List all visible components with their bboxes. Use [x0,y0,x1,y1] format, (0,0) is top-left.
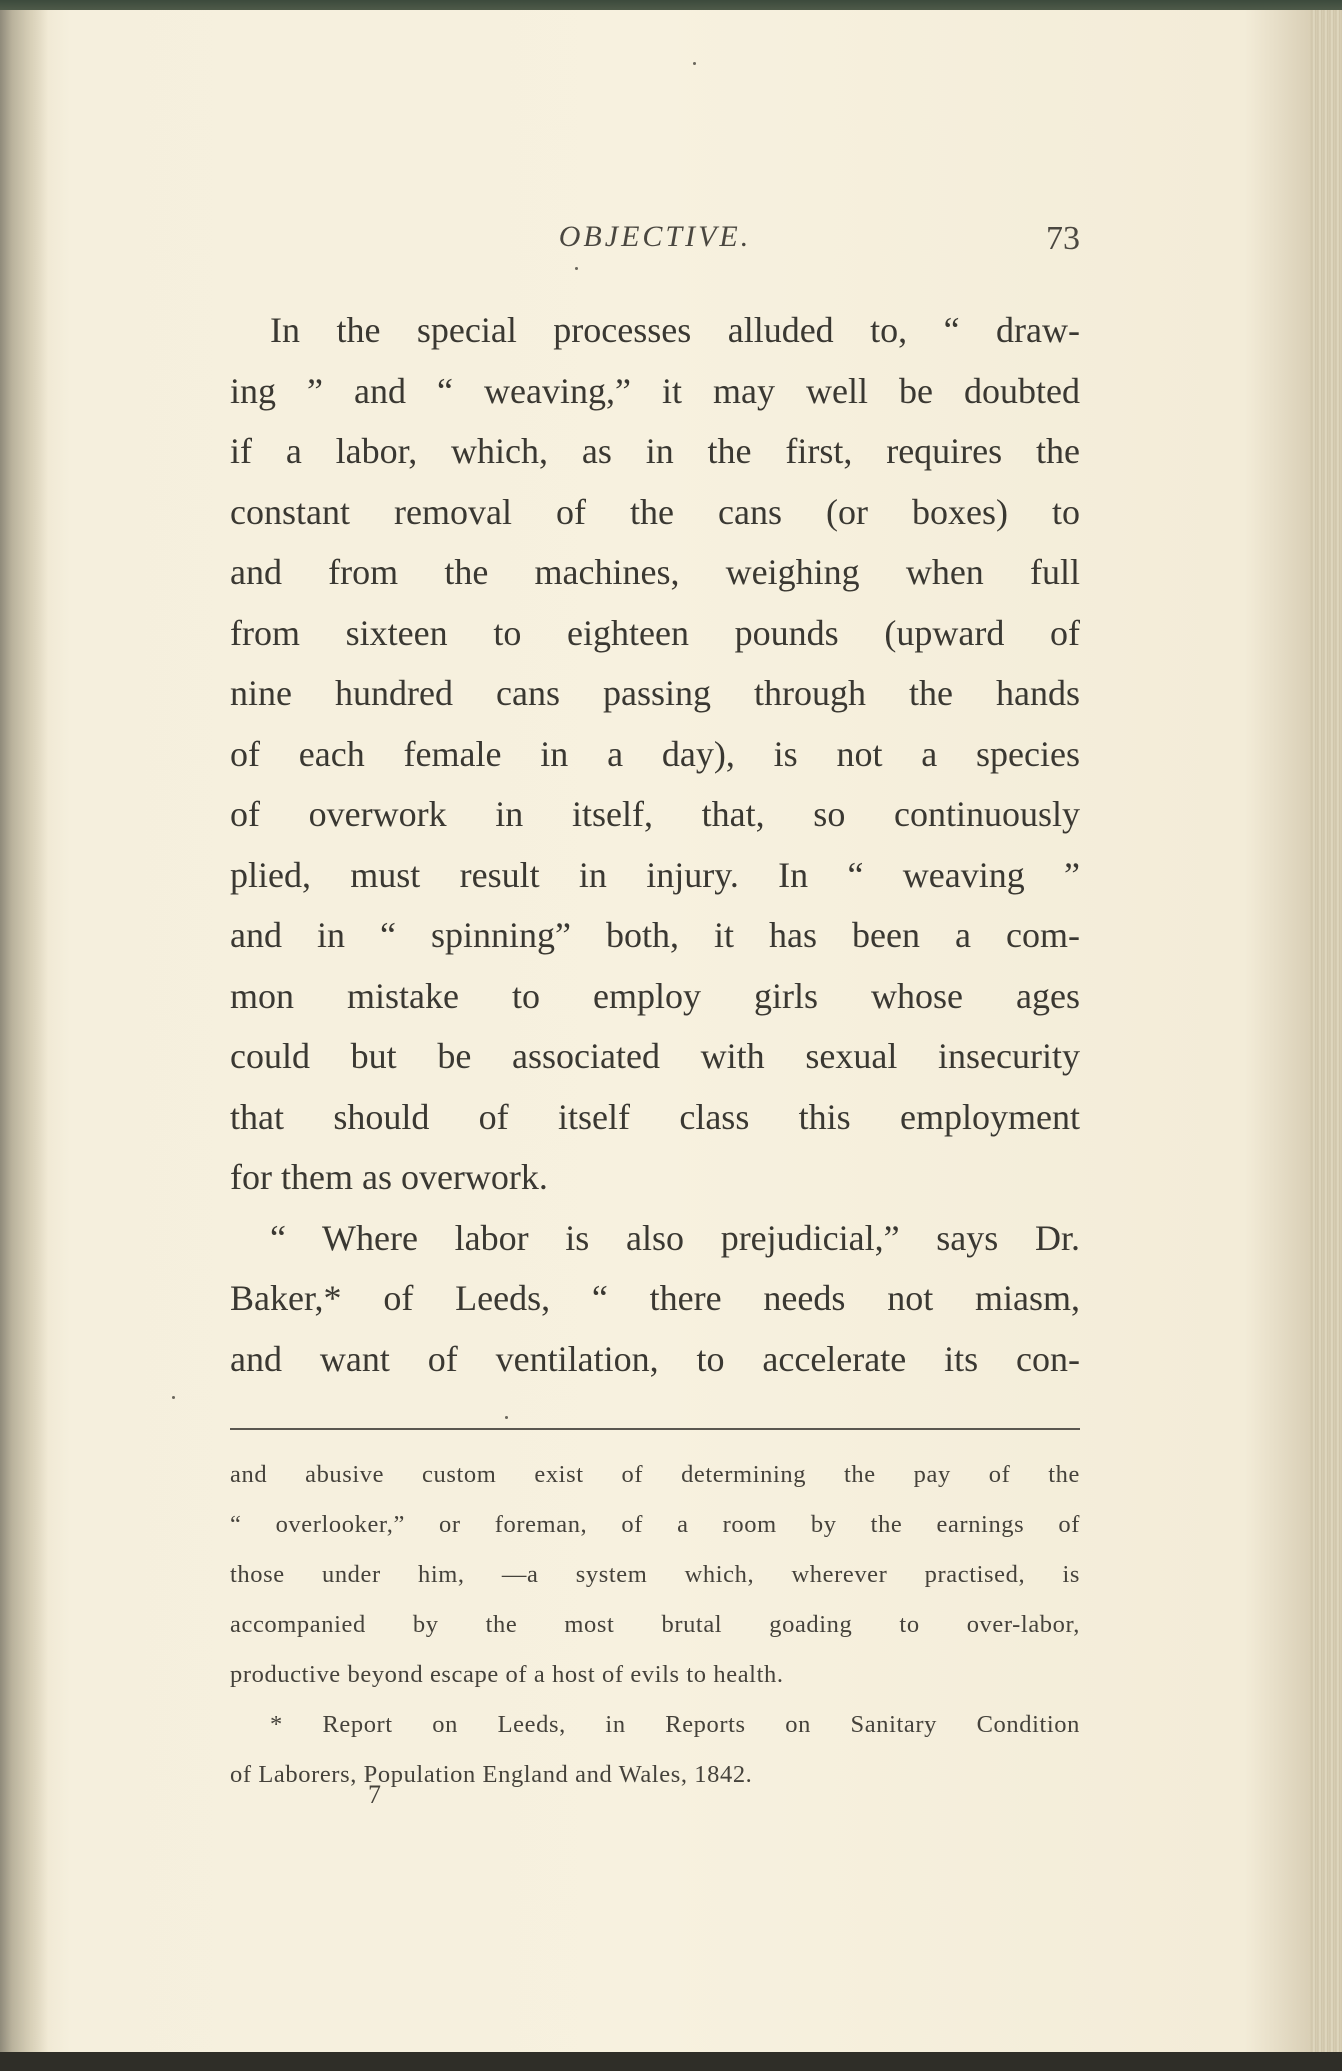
body-line: if a labor, which, as in the first, requires the [230,431,1080,471]
body-line: “ Where labor is also prejudicial,” says Dr. [270,1217,1080,1258]
body-line: plied, must result in injury. In “ weaving ” [230,854,1080,895]
body-line: mon mistake to employ girls whose ages [230,975,1080,1016]
body-line: and from the machines, weighing when full [230,552,1080,592]
body-line: that should of itself class this employment [230,1096,1080,1137]
book-cover-edge-bottom [0,2052,1342,2071]
body-line: of overwork in itself, that, so continuously [230,794,1080,834]
footnote-rule [230,1428,1080,1430]
signature-mark: 7 [368,1780,381,1809]
body-line: ing ” and “ weaving,” it may well be doubted [230,370,1080,411]
footnote-line: “ overlooker,” or foreman, of a room by the earnings of [230,1511,1080,1538]
body-line: nine hundred cans passing through the hands [230,673,1080,713]
body-line: and in “ spinning” both, it has been a com- [230,915,1080,955]
paper-speck [172,1396,175,1399]
paper-speck [693,62,696,65]
paper-speck [505,1416,508,1419]
body-line: Baker,* of Leeds, “ there needs not miasm, [230,1278,1080,1318]
body-line: constant removal of the cans (or boxes) to [230,491,1080,532]
page-number: 73 [1046,220,1080,257]
body-line: could but be associated with sexual insecurity [230,1036,1080,1076]
body-line: In the special processes alluded to, “ draw- [270,310,1080,350]
body-text [230,300,1080,1389]
body-line: for them as overwork. [230,1157,548,1197]
body-line: of each female in a day), is not a species [230,733,1080,774]
page-stack-edge [1310,10,1342,2056]
body-line: from sixteen to eighteen pounds (upward of [230,612,1080,653]
body-line: and want of ventilation, to accelerate its con- [230,1338,1080,1379]
footnote-line: * Report on Leeds, in Reports on Sanitary Condition [270,1711,1080,1738]
footnote-line: accompanied by the most brutal goading to over-labor, [230,1611,1080,1638]
page-gutter-shadow [0,10,48,2056]
running-head [230,220,1080,268]
footnote-line: those under him, —a system which, wherever practised, is [230,1561,1080,1588]
footnote-line: of Laborers, Population England and Wales, 1842. [230,1761,753,1788]
running-head-title: OBJECTIVE. [558,220,752,253]
footnote-line: and abusive custom exist of determining the pay of the [230,1461,1080,1488]
footnotes [230,1450,1080,1800]
footnote-line: productive beyond escape of a host of evils to health. [230,1661,784,1688]
